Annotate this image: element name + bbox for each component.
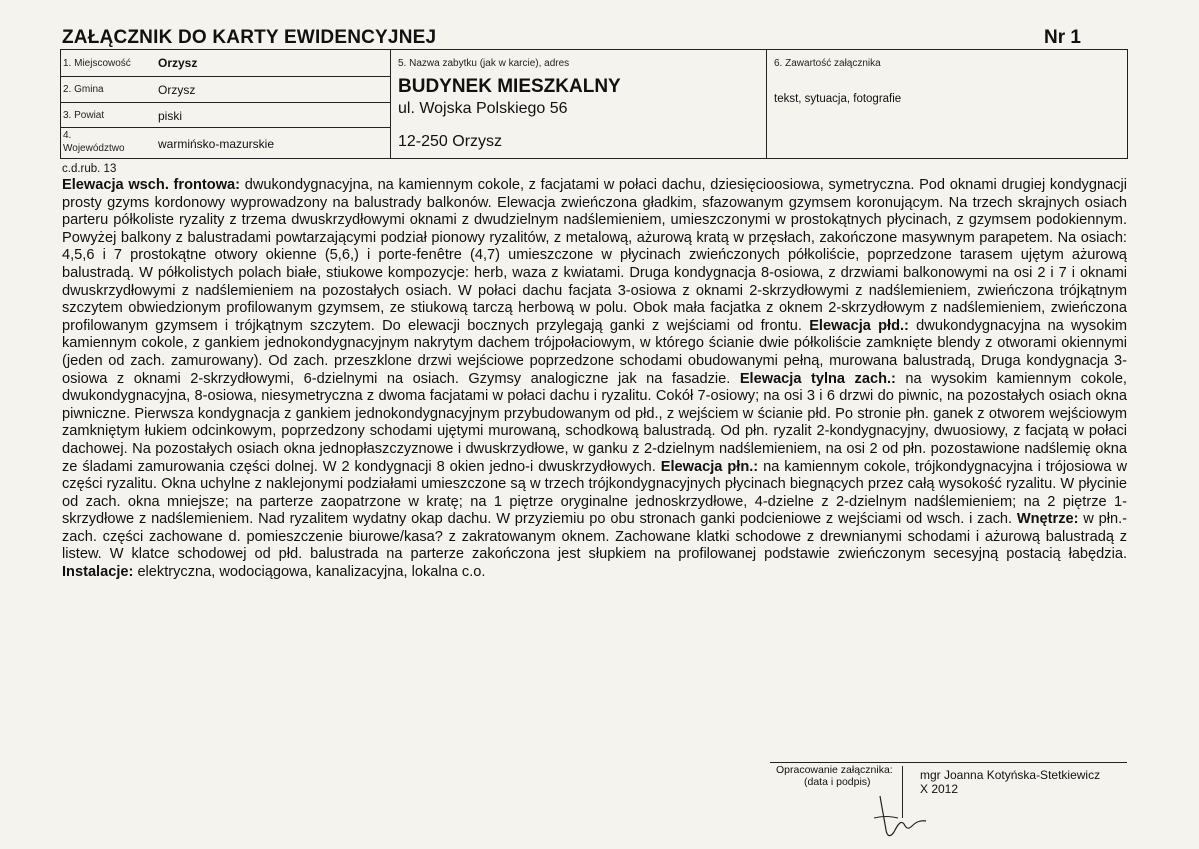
powiat-value: piski <box>158 109 183 123</box>
gmina-label: 2. Gmina <box>63 84 104 95</box>
wojewodztwo-value: warmińsko-mazurskie <box>158 137 275 151</box>
miejscowosc-value: Orzysz <box>158 56 198 70</box>
table-bottom-border <box>60 158 1127 159</box>
address-street: ul. Wojska Polskiego 56 <box>398 100 568 117</box>
heading-interior: Wnętrze: <box>1016 511 1079 528</box>
text-south-elevation: dwukondygnacyjna na wysokim kamiennym cokole, z gankiem jednokondygnacyjnym nakrytym dachem trójpołaciowym, w którego ścianie dwie półkoliście zamknięte blendy z otworami okiennymi (jeden od zach. zamurowany). Od zach. przeszklone drzwi wejściowe poprzedzone schodami obudowanymi pełną, murowana balustradą, Druga kondygnacja 3-osiowa z oknami 2-skrzydłowymi, 6-dzielnymi na osiach. Gzymsy analogiczne jak na fasadzie. <box>62 317 1128 387</box>
wojewodztwo-label: Województwo <box>63 143 125 154</box>
table-right-border <box>1127 49 1128 159</box>
miejscowosc-label: 1. Miejscowość <box>63 58 131 69</box>
heading-front-elevation: Elewacja wsch. frontowa: <box>62 177 241 193</box>
heading-rear-elevation: Elewacja tylna zach.: <box>739 370 896 387</box>
footer-divider <box>770 762 1127 763</box>
text-rear-elevation: na wysokim kamiennym cokole, dwukondygnacyjna, 8-osiowa, niesymetryczna z dwoma facjatami w połaci dachu i ryzalitu. Cokół 7-osiowy; na osi 3 i 6 drzwi do piwnic, na pozostałych osiach okna piwniczne. Pierwsza kondygnacja z gankiem jednokondygnacyjnym przybudowanym od płd., z wejściem w ścianie płd. Po stronie płn. ganek z otworem wejściowym zamkniętym łukiem odcinkowym, poprzedzony schodami ujętymi murowaną, schodkową balustradą. Od płn. ryzalit 2-kondygnacyjny, dwuosiowy, z facjatą w połaci dachowej. Na pozostałych osiach okna jednopłaszczyznowe i dwuskrzydłowe, w ganku z 2-dzielnym nadślemieniem, na osi 2 od płn. pozostawione nadślemię okna ze śladami zamurowania części dolnej. W 2 kondygnacji 8 okien jedno-i dwuskrzydłowych. <box>62 370 1127 475</box>
gmina-value: Orzysz <box>158 83 196 97</box>
row-divider-2 <box>60 102 390 103</box>
footer-label-sub: (data i podpis) <box>804 776 871 788</box>
row-divider-3 <box>60 127 390 128</box>
author-name: mgr Joanna Kotyńska-Stetkiewicz <box>920 768 1101 782</box>
text-interior: w płn.-zach. części zachowane d. pomieszczenie biurowe/kasa? z zakratowanym oknem. Zachowane klatki schodowe z drewnianymi schodami i ażurową balustradą z listew. W klatce schodowej od płd. balustrada na parterze zakończona jest słupkiem na profilowanej podstawie zwieńczonym secesyjną postacią łabędzia. <box>62 511 1128 563</box>
table-top-border <box>60 49 1127 50</box>
nazwa-label: 5. Nazwa zabytku (jak w karcie), adres <box>398 58 570 69</box>
signature <box>868 790 938 845</box>
document-number: Nr 1 <box>1044 27 1081 48</box>
text-front-elevation: dwukondygnacyjna, na kamiennym cokole, z facjatami w połaci dachu, dziesięcioosiowa, symetryczna. Pod oknami drugiej kondygnacji prosty gzyms kordonowy wyprowadzony na balustrady balkonów. Elewacja zwieńczona gładkim, sfazowanym gzymsem koronującym. Na trzech skrajnych osiach parteru półkoliste ryzality z trzema dwuskrzydłowymi oknami z dwudzielnym nadślemieniem, umieszczonymi w prostokątnych płycinach, z gzymsem podokiennym. Powyżej balkony z balustradami powtarzającymi podział pionowy ryzalitów, z metalową, ażurową kratą w przęsłach, zakończone masywnym parapetem. Na osiach: 4,5,6 i 7 prostokątne otwory okienne (5,6,) i porte-fenêtre (4,7) umieszczone w płycinach zwieńczonych półkoliście, poprzedzone tarasem ujętym ażurową balustradą. W półkolistych polach białe, stiukowe kompozycje: herb, waza z kwiatami. Druga kondygnacja 8-osiowa, z drzwiami balkonowymi na osi 2 i 7 i oknami dwuskrzydłowymi z nadślemieniem na pozostałych osiach. W połaci dachu facjata 3-osiowa z oknami 2-skrzydłowymi z nadślemieniem, zwieńczona trójkątnym szczytem obwiedzionym profilowanym gzymsem, ze stiukową tarczą herbową w polu. Obok mała facjatka z oknem 2-skrzydłowym z nadślemieniem, zwieńczona profilowanym gzymsem i trójkątnym szczytem. Do elewacji bocznych przylegają ganki z wejściami od frontu. <box>62 177 1127 334</box>
monument-name: BUDYNEK MIESZKALNY <box>398 76 621 97</box>
text-north-elevation: na kamiennym cokole, trójkondygnacyjna i trójosiowa w części ryzalitu. Okna uchylne z naklejonymi podziałami umieszczone są w trzech trójkondygnacyjnych płycinach biegnących przez całą wysokość ryzalitu. W płycinie od zach. okna mniejsze; na parterze zaopatrzone w kratę; na 1 piętrze oryginalne jednoskrzydłowe, 4-dzielne z 2-dzielnym nadślemieniem; na 2 piętrze 1-skrzydłowe z nadślemieniem. Nad ryzalitem wydatny okap dachu. W przyziemiu po obu stronach ganki podcieniowe z wejściami od wsch. i zach. <box>62 458 1127 528</box>
continuation-note: c.d.rub. 13 <box>62 163 117 175</box>
author-date: X 2012 <box>920 782 959 796</box>
powiat-label: 3. Powiat <box>63 110 105 121</box>
table-left-border <box>60 49 61 159</box>
footer-label: Opracowanie załącznika: <box>776 764 893 776</box>
row-divider-1 <box>60 76 390 77</box>
page-title: ZAŁĄCZNIK DO KARTY EWIDENCYJNEJ <box>62 27 437 48</box>
text-installations: elektryczna, wodociągowa, kanalizacyjna, lokalna c.o. <box>133 564 486 581</box>
table-divider-2 <box>766 49 767 159</box>
wojewodztwo-label-number: 4. <box>63 130 72 141</box>
heading-south-elevation: Elewacja płd.: <box>809 317 909 334</box>
description-text <box>62 177 1127 582</box>
heading-north-elevation: Elewacja płn.: <box>660 458 759 475</box>
heading-installations: Instalacje: <box>62 564 134 581</box>
address-postal: 12-250 Orzysz <box>398 133 503 150</box>
table-divider-1 <box>390 49 391 159</box>
zawartosc-value: tekst, sytuacja, fotografie <box>774 93 902 105</box>
zawartosc-label: 6. Zawartość załącznika <box>774 58 881 69</box>
